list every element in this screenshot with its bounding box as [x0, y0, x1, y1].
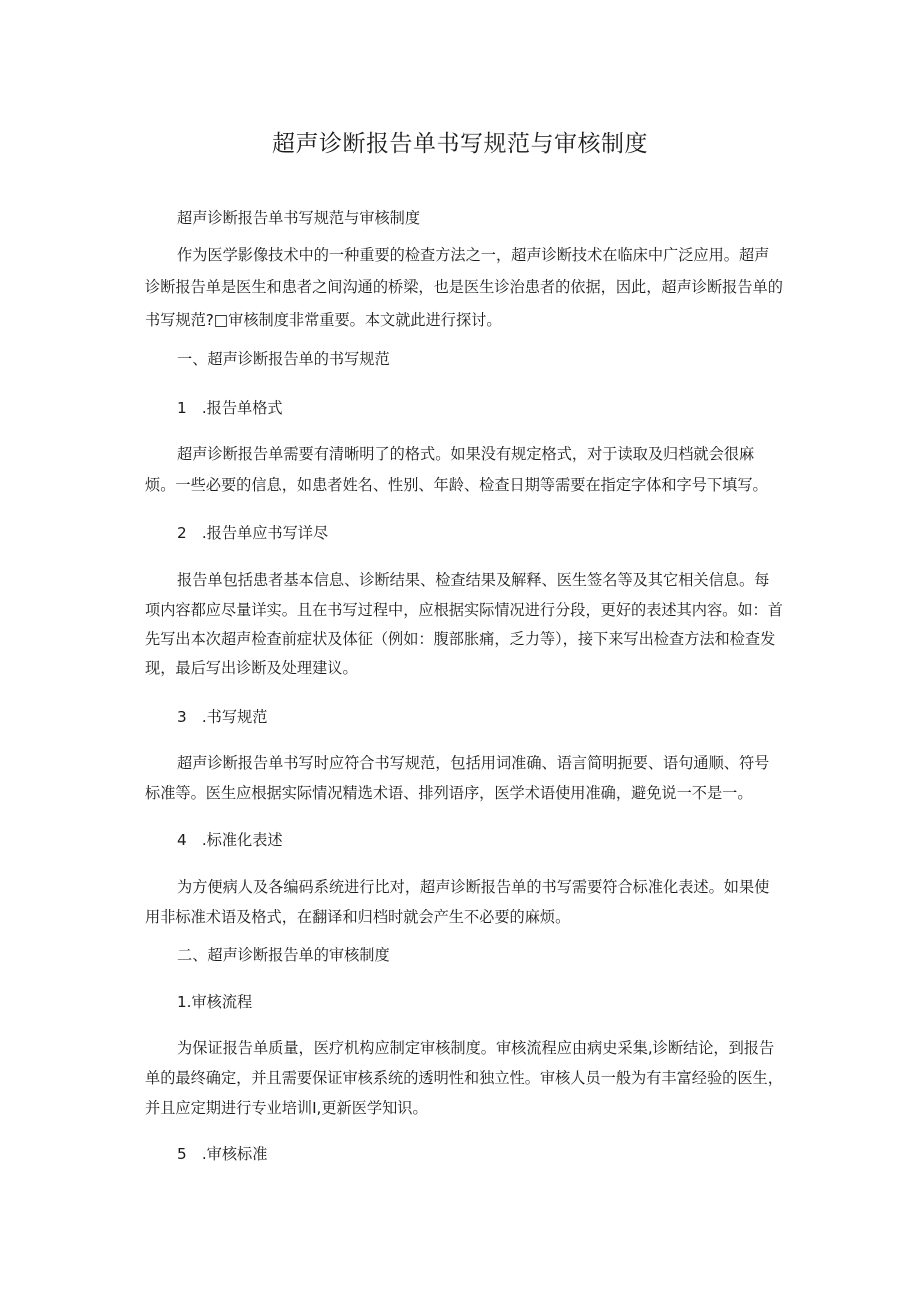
item4-heading: 4 .标准化表述: [177, 831, 283, 849]
audit1-line-3: 并且应定期进行专业培训Ⅰ,更新医学知识。: [145, 1099, 428, 1117]
audit1-heading: 1.审核流程: [177, 993, 253, 1011]
item2-line-4: 现，最后写出诊断及处理建议。: [145, 659, 358, 677]
document-subtitle: 超声诊断报告单书写规范与审核制度: [177, 209, 420, 227]
item2-line-1: 报告单包括患者基本信息、诊断结果、检查结果及解释、医生签名等及其它相关信息。每: [177, 571, 770, 589]
intro-line-1: 作为医学影像技术中的一种重要的检查方法之一，超声诊断技术在临床中广泛应用。超声: [177, 246, 770, 264]
item3-heading: 3 .书写规范: [177, 708, 268, 726]
section2-heading: 二、超声诊断报告单的审核制度: [177, 946, 390, 964]
intro-line-2: 诊断报告单是医生和患者之间沟通的桥梁，也是医生诊治患者的依据，因此，超声诊断报告单的: [145, 278, 783, 296]
audit1-line-2: 单的最终确定，并且需要保证审核系统的透明性和独立性。审核人员一般为有丰富经验的医生，: [145, 1069, 783, 1087]
item2-line-3: 先写出本次超声检查前症状及体征（例如：腹部胀痛，乏力等），接下来写出检查方法和检查发: [145, 630, 776, 648]
section1-heading: 一、超声诊断报告单的书写规范: [177, 350, 390, 368]
item4-line-1: 为方便病人及各编码系统进行比对，超声诊断报告单的书写需要符合标准化表述。如果使: [177, 878, 770, 896]
item2-heading: 2 .报告单应书写详尽: [177, 524, 329, 542]
audit5-heading: 5 .审核标准: [177, 1145, 268, 1163]
item1-line-1: 超声诊断报告单需要有清晰明了的格式。如果没有规定格式，对于读取及归档就会很麻: [177, 445, 755, 463]
document-title: 超声诊断报告单书写规范与审核制度: [272, 131, 648, 157]
item2-line-2: 项内容都应尽量详实。且在书写过程中，应根据实际情况进行分段，更好的表述其内容。如：首: [145, 601, 783, 619]
item1-line-2: 烦。一些必要的信息，如患者姓名、性别、年龄、检查日期等需要在指定字体和字号下填写。: [145, 476, 768, 494]
audit1-line-1: 为保证报告单质量，医疗机构应制定审核制度。审核流程应由病史采集,诊断结论，到报告: [177, 1039, 775, 1057]
item4-line-2: 用非标准术语及格式，在翻译和归档时就会产生不必要的麻烦。: [145, 908, 571, 926]
intro-line-3: 书写规范?□审核制度非常重要。本文就此进行探讨。: [145, 311, 502, 329]
item3-line-1: 超声诊断报告单书写时应符合书写规范，包括用词准确、语言简明扼要、语句通顺、符号: [177, 754, 770, 772]
item3-line-2: 标准等。医生应根据实际情况精选术语、排列语序，医学术语使用准确，避免说一不是一。: [145, 784, 753, 802]
item1-heading: 1 .报告单格式: [177, 399, 283, 417]
